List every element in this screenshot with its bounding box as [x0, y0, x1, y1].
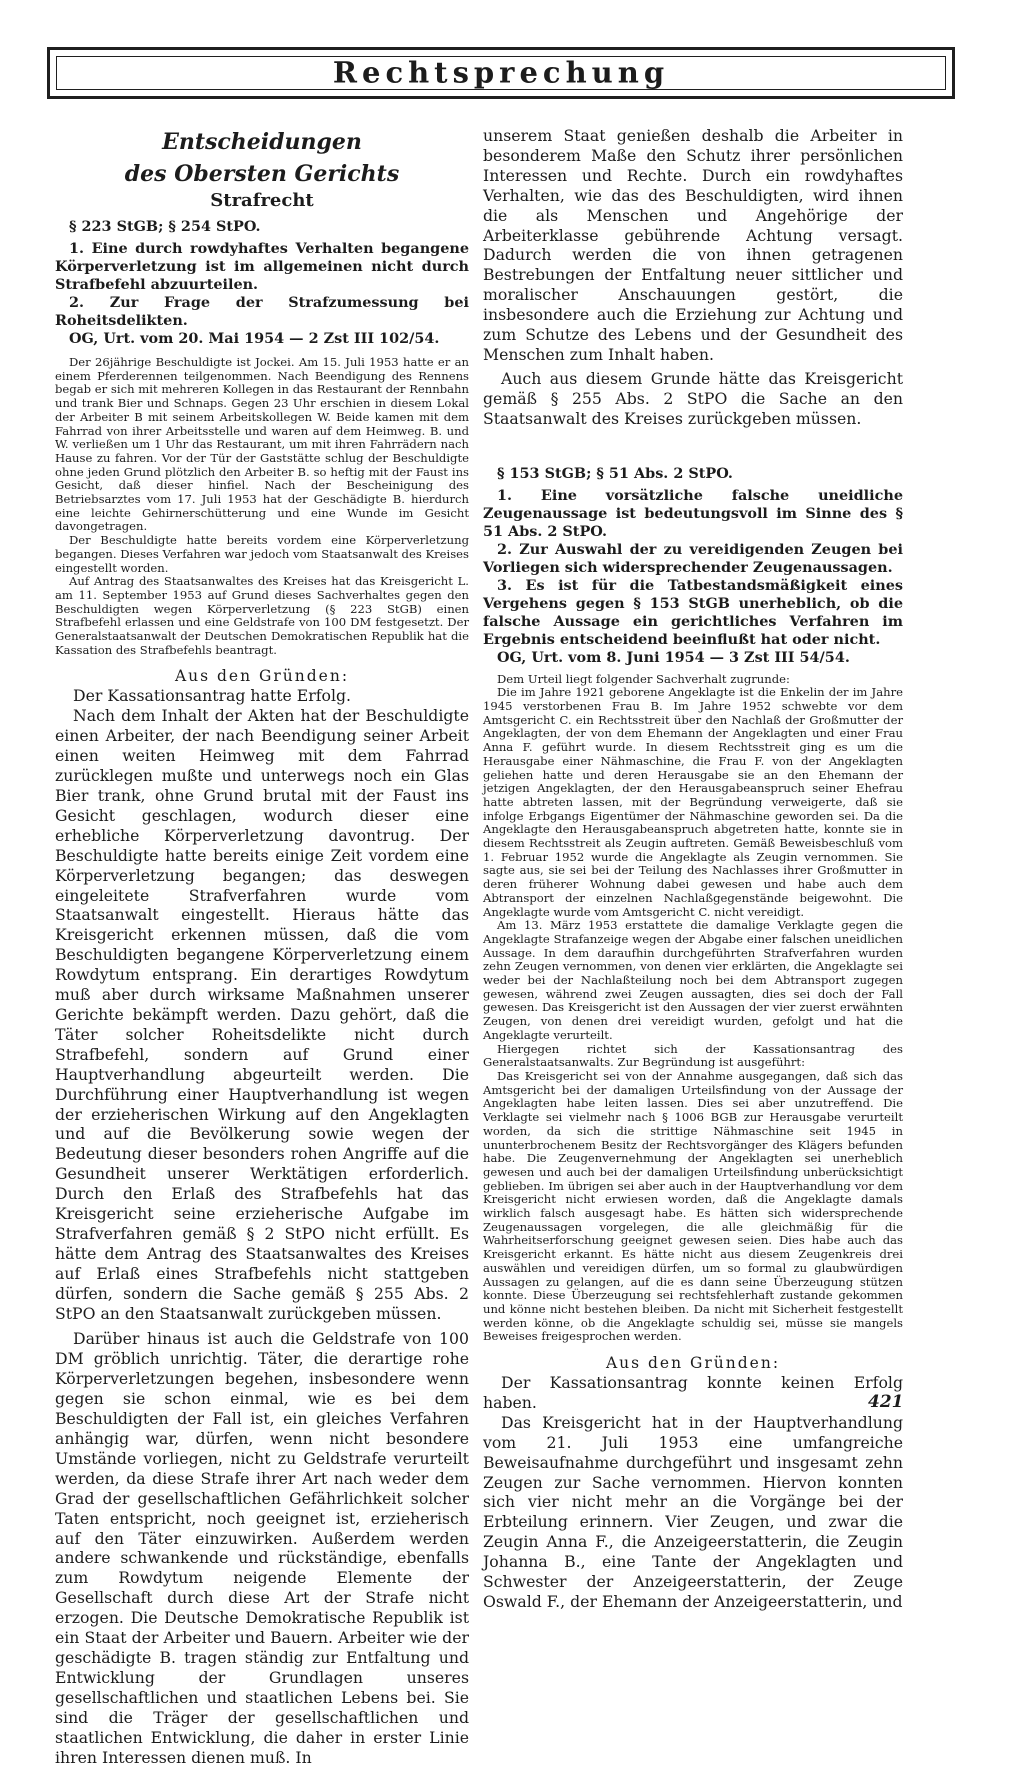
- case2-facts-4: Das Kreisgericht sei von der Annahme ausgegangen, daß sich das Amtsgericht bei der damaligen Urteilsfindung von der Aussage der Angeklagten habe leiten lassen. Dies sei aber unzutreffend. Die Verklagte sei vielmehr nach § 1006 BGB zur Herausgabe verurteilt worden, da sich die strittige Nähmaschine seit 1945 in ununterbrochenem Besitz der Rechtsvorgänger des Klägers befunden habe. Die Zeugenvernehmung der Angeklagten sei unerheblich gewesen und auch bei der damaligen Urteilsfindung unberücksichtigt geblieben. Im übrigen sei aber auch in der Hauptverhandlung vor dem Kreisgericht nicht erwiesen worden, daß die Angeklagte damals wirklich falsch ausgesagt habe. Es hätten sich widersprechende Zeugenaussagen vorgelegen, die alle gleichmäßig für die Wahrheitserforschung geeignet gewesen seien. Dies habe auch das Kreisgericht erkannt. Es hätte nicht aus diesem Zeugenkreis drei auswählen und vereidigen dürfen, um so formal zu glaubwürdigen Aussagen zu gelangen, auf die es dann seine Überzeugung stützen konnte. Diese Überzeugung sei rechtsfehlerhaft zustande gekommen und könne nicht bestehen bleiben. Da nicht mit Sicherheit festgestellt werden könne, ob die Angeklagte schuldig sei, müsse sie mangels Beweises freigesprochen werden.: [483, 1068, 903, 1344]
- case2-facts-2: Am 13. März 1953 erstattete die damalige Verklagte gegen die Angeklagte Strafanzeige wegen der Abgabe einer falschen uneidlichen Aussage. In dem daraufhin durchgeführten Strafverfahren wurden zehn Zeugen vernommen, von denen vier erklärten, die Angeklagte sei weder bei der Nachlaßteilung noch bei dem Abtransport zugegen gewesen, während zwei Zeugen aussagten, dies sei doch der Fall gewesen. Das Kreisgericht ist den Aussagen der vier zuerst erwähnten Zeugen, von denen drei vereidigt wurden, gefolgt und hat die Angeklagte verurteilt.: [483, 918, 903, 1042]
- case1-citation: § 223 StGB; § 254 StPO.: [69, 218, 261, 235]
- page-number: 421: [868, 1392, 904, 1412]
- case1-continuation-1: unserem Staat genießen deshalb die Arbeiter in besonderem Maße den Schutz ihrer persönlichen Interessen und Rechte. Durch ein rowdyhaftes Verhalten, wie das des Beschuldigten, wird ihnen die als Menschen und Angehörige der Arbeiterklasse gebührende Achtung versagt. Dadurch werden die von ihnen getragenen Bestrebungen der Entfaltung neuer sittlicher und moralischer Anschauungen gestört, die insbesondere auch die Erziehung zur Achtung und zum Schutze des Lebens und der Gesundheit des Menschen zum Inhalt haben.: [483, 126, 903, 364]
- section-header-box: [47, 47, 955, 99]
- case2-reasons-1: Der Kassationsantrag konnte keinen Erfolg haben.: [483, 1373, 903, 1412]
- case1-continuation-2: Auch aus diesem Grunde hätte das Kreisgericht gemäß § 255 Abs. 2 StPO die Sache an den Staatsanwalt des Kreises zurückgeben müssen.: [483, 368, 903, 428]
- heading-obersten-gericht: des Obersten Gerichts: [124, 161, 400, 187]
- case2-citation: § 153 StGB; § 51 Abs. 2 StPO.: [497, 464, 733, 482]
- section-title: Rechtsprechung: [332, 55, 670, 90]
- case1-headnote-1: 1. Eine durch rowdyhaftes Verhalten begangene Körperverletzung ist im allgemeinen nicht durch Strafbefehl abzuurteilen.: [55, 240, 469, 293]
- case2-headnote-3: 3. Es ist für die Tatbestandsmäßigkeit eines Vergehens gegen § 153 StGB unerheblich, ob die falsche Aussage ein gerichtliches Verfahren im Ergebnis entscheidend beeinflußt hat oder nicht.: [483, 576, 903, 648]
- case1-facts-2: Der Beschuldigte hatte bereits vordem eine Körperverletzung begangen. Dieses Verfahren war jedoch vom Staatsanwalt des Kreises eingestellt worden.: [55, 533, 469, 575]
- case1-reasons-2: Nach dem Inhalt der Akten hat der Beschuldigte einen Arbeiter, der nach Beendigung seiner Arbeit einen weiten Heimweg mit dem Fahrrad zurücklegen mußte und unterwegs noch ein Glas Bier trank, ohne Grund brutal mit der Faust ins Gesicht geschlagen, wodurch dieser eine erhebliche Körperverletzung davontrug. Der Beschuldigte hatte bereits einige Zeit vordem eine Körperverletzung begangen; das deswegen eingeleitete Strafverfahren wurde vom Staatsanwalt eingestellt. Hieraus hätte das Kreisgericht erkennen müssen, daß die vom Beschuldigten begangene Körperverletzung einem Rowdytum entsprang. Ein derartiges Rowdytum muß aber durch wirksame Maßnahmen unserer Gerichte bekämpft werden. Dazu gehört, daß die Täter solcher Roheitsdelikte nicht durch Strafbefehl, sondern auf Grund einer Hauptverhandlung abgeurteilt werden. Die Durchführung einer Hauptverhandlung ist wegen der erzieherischen Wirkung auf den Angeklagten und auf die Bevölkerung sowie wegen der Bedeutung dieser besonders rohen Angriffe auf die Gesundheit unserer Werktätigen erforderlich. Durch den Erlaß des Strafbefehls hat das Kreisgericht seine erzieherische Aufgabe im Strafverfahren gemäß § 2 StPO nicht erfüllt. Es hätte dem Antrag des Staatsanwaltes des Kreises auf Erlaß eines Strafbefehls nicht stattgeben dürfen, sondern die Sache gemäß § 255 Abs. 2 StPO an den Staatsanwalt zurückgeben müssen.: [55, 706, 469, 1323]
- case2-court-reference: OG, Urt. vom 8. Juni 1954 — 3 Zst III 54/54.: [497, 648, 850, 666]
- case2-facts-3: Hiergegen richtet sich der Kassationsantrag des Generalstaatsanwalts. Zur Begründung ist ausgeführt:: [483, 1041, 903, 1070]
- case1-facts-1: Der 26jährige Beschuldigte ist Jockei. Am 15. Juli 1953 hatte er an einem Pferderennen teilgenommen. Nach Beendigung des Rennens begab er sich mit mehreren Kollegen in das Restaurant der Rennbahn und trank Bier und Schnaps. Gegen 23 Uhr erschien in diesem Lokal der Arbeiter B mit seinem Arbeitskollegen W. Beide kamen mit dem Fahrrad von ihrer Arbeitsstelle und waren auf dem Heimweg. B. und W. verließen um 1 Uhr das Restaurant, um mit ihren Fahrrädern nach Hause zu fahren. Vor der Tür der Gaststätte schlug der Beschuldigte ohne jeden Grund plötzlich den Arbeiter B. so heftig mit der Faust ins Gesicht, daß dieser hinfiel. Nach der Bescheinigung des Betriebsarztes vom 17. Juli 1953 hat der Geschädigte B. hierdurch eine leichte Gehirnerschütterung und eine Wunde im Gesicht davongetragen.: [55, 355, 469, 534]
- case1-reasons-1: Der Kassationsantrag hatte Erfolg.: [73, 686, 352, 706]
- case2-reasons-heading: Aus den Gründen:: [605, 1354, 781, 1373]
- case1-reasons-heading: Aus den Gründen:: [174, 667, 350, 686]
- heading-strafrecht: Strafrecht: [210, 190, 314, 211]
- case2-facts-intro: Dem Urteil liegt folgender Sachverhalt zugrunde:: [497, 671, 790, 686]
- heading-entscheidungen: Entscheidungen: [162, 129, 362, 155]
- section-header-inner-frame: [56, 56, 946, 90]
- left-column: [55, 126, 469, 1767]
- case1-court-reference: OG, Urt. vom 20. Mai 1954 — 2 Zst III 102/54.: [69, 330, 440, 347]
- case2-headnote-2: 2. Zur Auswahl der zu vereidigenden Zeugen bei Vorliegen sich widersprechender Zeugenaussagen.: [483, 540, 903, 576]
- case2-facts-1: Die im Jahre 1921 geborene Angeklagte ist die Enkelin der im Jahre 1945 verstorbenen Frau B. Im Jahre 1952 schwebte vor dem Amtsgericht C. ein Rechtsstreit über den Nachlaß der Großmutter der Angeklagten, der von dem Ehemann der Angeklagten und einer Frau Anna F. geführt wurde. In diesem Rechtsstreit ging es um die Herausgabe einer Nähmaschine, die Frau F. von der Angeklagten geliehen hatte und deren Herausgabe sie an den Ehemann der jetzigen Angeklagten, der den Herausgabeanspruch seiner Ehefrau hatte abtreten lassen, mit der Begründung verweigerte, daß sie infolge Erbgangs Eigentümer der Nähmaschine geworden sei. Da die Angeklagte den Herausgabeanspruch abgetreten hatte, konnte sie in diesem Rechtsstreit als Zeugin auftreten. Gemäß Beweisbeschluß vom 1. Februar 1952 wurde die Angeklagte als Zeugin vernommen. Sie sagte aus, sie sei bei der Teilung des Nachlasses ihrer Großmutter in deren früherer Wohnung dabei gewesen und habe auch dem Abtransport der einzelnen Nachlaßgegenstände beigewohnt. Die Angeklagte wurde vom Amtsgericht C. nicht vereidigt.: [483, 685, 903, 919]
- case1-reasons-3: Darüber hinaus ist auch die Geldstrafe von 100 DM gröblich unrichtig. Täter, die derartige rohe Körperverletzungen begehen, insbesondere wenn gegen sie schon einmal, wie es bei dem Beschuldigten der Fall ist, ein gleiches Verfahren anhängig war, dürfen, wenn nicht besondere Umstände vorliegen, nicht zu Geldstrafe verurteilt werden, da diese Strafe ihrer Art nach weder dem Grad der gesellschaftlichen Gefährlichkeit solcher Taten entspricht, noch geeignet ist, erzieherisch auf den Täter einzuwirken. Außerdem werden andere schwankende und rückständige, ebenfalls zum Rowdytum neigende Elemente der Gesellschaft durch diese Art der Strafe nicht erzogen. Die Deutsche Demokratische Republik ist ein Staat der Arbeiter und Bauern. Arbeiter wie der geschädigte B. tragen ständig zur Entfaltung und Entwicklung der Grundlagen unseres gesellschaftlichen und staatlichen Lebens bei. Sie sind die Träger der gesellschaftlichen und staatlichen Entwicklung, die daher in erster Linie ihren Interessen dienen muß. In: [55, 1329, 469, 1767]
- right-column: [483, 126, 903, 1612]
- case1-facts-3: Auf Antrag des Staatsanwaltes des Kreises hat das Kreisgericht L. am 11. September 1953 auf Grund dieses Sachverhaltes gegen den Beschuldigten wegen Körperverletzung (§ 223 StGB) einen Strafbefehl erlassen und eine Geldstrafe von 100 DM festgesetzt. Der Generalstaatsanwalt der Deutschen Demokratischen Republik hat die Kassation des Strafbefehls beantragt.: [55, 574, 469, 657]
- case2-headnote-1: 1. Eine vorsätzliche falsche uneidliche Zeugenaussage ist bedeutungsvoll im Sinne des § 51 Abs. 2 StPO.: [483, 486, 903, 540]
- case1-headnote-2: 2. Zur Frage der Strafzumessung bei Roheitsdelikten.: [55, 294, 469, 329]
- case2-reasons-2: Das Kreisgericht hat in der Hauptverhandlung vom 21. Juli 1953 eine umfangreiche Beweisaufnahme durchgeführt und insgesamt zehn Zeugen zur Sache vernommen. Hiervon konnten sich vier nicht mehr an die Vorgänge bei der Erbteilung erinnern. Vier Zeugen, und zwar die Zeugin Anna F., die Anzeigeerstatterin, die Zeugin Johanna B., eine Tante der Angeklagten und Schwester der Anzeigeerstatterin, der Zeuge Oswald F., der Ehemann der Anzeigeerstatterin, und: [483, 1412, 903, 1612]
